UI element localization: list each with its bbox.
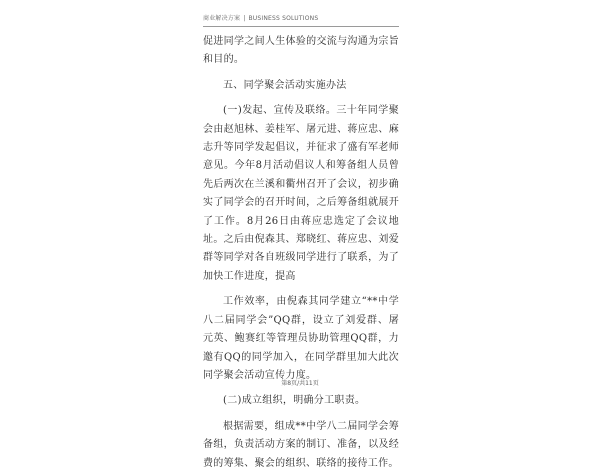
header-title-en: BUSINESS SOLUTIONS	[248, 15, 319, 22]
page-number: 第8页/共11页	[281, 380, 319, 387]
header-separator: |	[243, 15, 246, 22]
page-header	[203, 14, 399, 27]
paragraph-qq-group: 工作效率，由倪森其同学建立“**中学八二届同学会”QQ群，设立了刘爱群、屠元英、鲍赛红等管理员协助管理QQ群，力邀有QQ的同学加入，在同学群里加大此次同学聚会活动宣传力度。	[203, 296, 399, 381]
section-heading: 五、同学聚会活动实施办法	[223, 79, 347, 91]
document-body	[203, 33, 399, 473]
header-title-cn: 商业解决方案	[203, 15, 241, 22]
subsection-heading: (二)成立组织，明确分工职责。	[223, 395, 366, 407]
paragraph-purpose: 促进同学之间人生体验的交流与沟通为宗旨和目的。	[203, 36, 399, 66]
paragraph-initiation: (一)发起、宣传及联络。三十年同学聚会由赵旭林、姜桂军、屠元进、蒋应忠、麻志升等同学发起倡议，并征求了盛有军老师意见。今年8月活动倡议人和筹备组人员曾先后两次在兰溪和衢州召开了会议，初步确实了同学会的召开时间，之后筹备组就展开了工作。8月26日由蒋应忠选定了会议地址。之后由倪森其、郑晓红、蒋应忠、刘爱群等同学对各自班级同学进行了联系，为了加快工作进度，提高	[203, 105, 399, 282]
paragraph-organization: 根据需要，组成**中学八二届同学会筹备组，负责活动方案的制订、准备，以及经费的筹集、聚会的组织、联络的接待工作。	[203, 420, 399, 469]
